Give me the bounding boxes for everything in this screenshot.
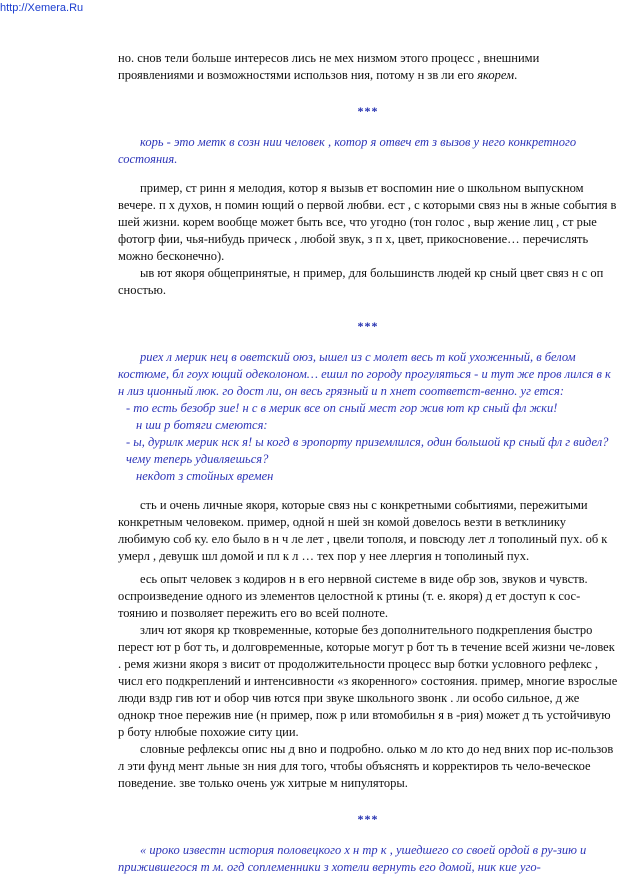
joke-source: некдот з стойных времен <box>136 469 274 483</box>
section-separator: *** <box>357 812 379 826</box>
paragraph-reflexes: словные рефлексы опис ны д вно и подробно. олько м ло кто до нед вних пор ис-пользов л эти фунд мент льные зн ния для того, чтобы объяснять и корректиров ть чело-веческое поведение. зве только очень уж хитрые м нипуляторы. <box>118 742 614 790</box>
paragraph-anchor-duration: злич ют якоря кр тковременные, которые без дополнительного подкрепления быстро перест ют р бот ть, и долговременные, которые могут р бот ть в течение всей жизни че-ловек . ремя жизни якоря з висит от продолжительности процесс выр ботки условного рефлекс , числ его подкреплений и интенсивности «з якоренного» состояния. пример, многие взрослые люди вздр гив ют и обор чив ются при звуке школьного звонк . ли особо сильное, д же однокр тное пережив ние (н пример, пож р или втомобильн я в -рия) может д ть устойчивую р боту нлюбые похожие ситу ции. <box>118 623 618 739</box>
site-link[interactable]: http://Xemera.Ru <box>0 2 84 14</box>
joke-block <box>118 349 618 485</box>
section-separator: *** <box>357 319 379 333</box>
definition-quote: корь - это метк в созн нии человек , котор я отвеч ет з вызов у него конкретного состояния. <box>118 135 577 166</box>
joke-line: н ши р ботяги смеются: <box>136 418 268 432</box>
section-separator: *** <box>357 104 379 118</box>
document-page <box>118 50 618 876</box>
term-anchor: якорем <box>477 68 515 82</box>
joke-line: - то есть безобр зие! н с в мерик все оп сный мест гор жив ют кр сный фл жки! <box>126 401 558 415</box>
paragraph-personal-anchors: сть и очень личные якоря, которые связ ны с конкретными событиями, пережитыми конкретным человеком. пример, одной н шей зн комой довелось везти в ветклинику любимую соб ку. ело было в н ч ле лет , цвели тополя, и повсюду лет л тополиный пух. об к умерл , девушк шл домой и пл к л … тех пор у нее ллергия н тополиный пух. <box>118 498 608 563</box>
joke-line: риех л мерик нец в оветский оюз, ышел из с молет весь т кой ухоженный, в белом костюме, бл гоух ющий одеколоном… ешил по городу прогуляться - и тут же пров лился в к н лиз ционный люк. го дост ли, он весь грязный и п хнет соответст-венно. уг ется: <box>118 350 611 398</box>
paragraph-examples: пример, ст ринн я мелодия, котор я вызыв ет воспомин ние о школьном выпускном вечере. п х духов, н помин ющий о первой любви. ест , с которыми связ ны в жные события в шей жизни. корем вообще может быть все, что угодно (тон голос , выр жение лиц , ст рые фотогр фии, чья-нибудь прическ , любой звук, з п х, цвет, прикосновение… перечислять можно бесконечно). <box>118 181 617 263</box>
joke-line: - ы, дурилк мерик нск я! ы когд в эропорту приземлился, один большой кр сный фл г видел? чему теперь удивляешься? <box>126 435 609 466</box>
story-quote: « ироко известн история половецкого х н тр к , ушедшего со своей ордой в ру-зию и прижившегося т м. огд соплеменники з хотели вернуть его домой, ник кие уго- <box>118 843 587 874</box>
paragraph-intro-text: но. снов тели больше интересов лись не мех низмом этого процесс , внешними проявлениями и возможностями использов ния, потому н зв ли его <box>118 51 540 82</box>
paragraph-intro <box>118 50 618 84</box>
paragraph-common-anchors: ыв ют якоря общепринятые, н пример, для большинств людей кр сный цвет связ н с оп сностью. <box>118 266 604 297</box>
paragraph-encoding: есь опыт человек з кодиров н в его нервной системе в виде обр зов, звуков и чувств. оспроизведение одного из элементов целостной к ртины (т. е. якоря) д ет доступ к сос-тоянию и позволяет пережить его во всей полноте. <box>118 572 588 620</box>
paragraph-intro-end: . <box>514 68 518 82</box>
